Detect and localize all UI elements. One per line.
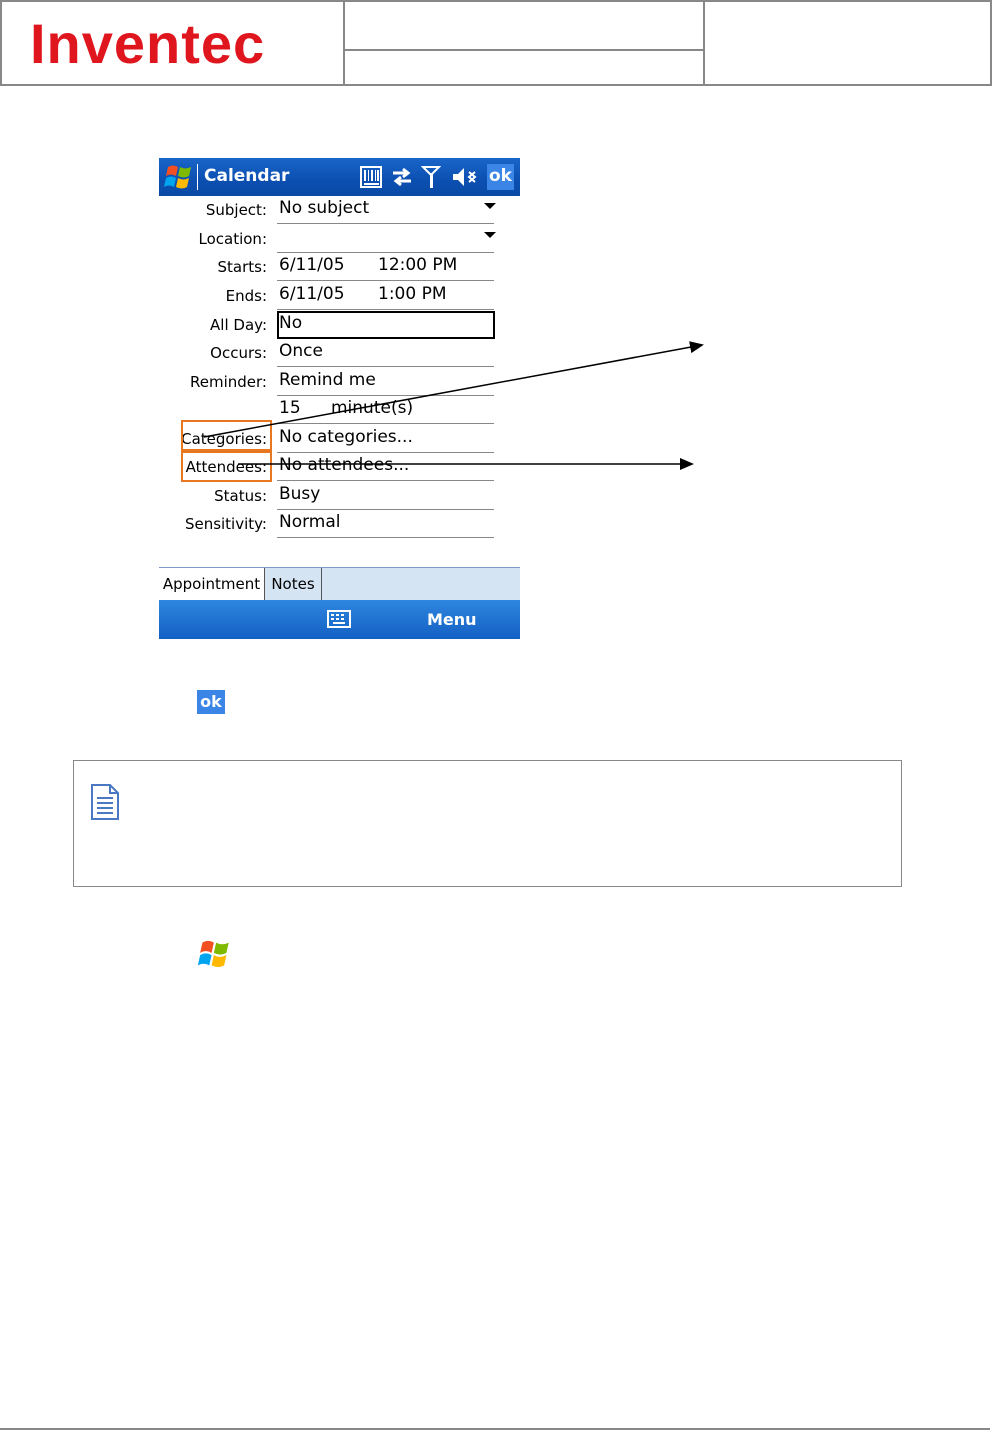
reminder-label: Reminder: <box>190 373 267 391</box>
sensitivity-value[interactable]: Normal <box>279 512 341 532</box>
reminder-unit[interactable]: minute(s) <box>331 398 414 418</box>
starts-label: Starts: <box>217 258 267 276</box>
callout-arrows <box>0 0 993 700</box>
status-label: Status: <box>214 487 267 505</box>
note-box <box>73 760 902 887</box>
ends-label: Ends: <box>225 287 267 305</box>
footer-rule <box>0 1428 990 1430</box>
status-value[interactable]: Busy <box>279 484 321 504</box>
occurs-value[interactable]: Once <box>279 341 323 361</box>
inline-ok-icon: ok <box>197 690 225 714</box>
subject-label: Subject: <box>205 201 267 219</box>
categories-label: Categories: <box>181 430 267 448</box>
location-label: Location: <box>198 230 267 248</box>
tab-notes[interactable]: Notes <box>265 568 322 600</box>
inline-windows-start-icon <box>197 938 233 970</box>
inventec-logo: Inventec <box>30 12 266 75</box>
app-title: Calendar <box>204 166 290 186</box>
sensitivity-label: Sensitivity: <box>184 515 267 533</box>
note-document-icon <box>90 783 120 821</box>
all-day-value[interactable]: No <box>279 313 303 333</box>
attendees-label: Attendees: <box>185 458 267 476</box>
reminder-value[interactable]: Remind me <box>279 370 376 390</box>
occurs-label: Occurs: <box>210 344 267 362</box>
starts-date[interactable]: 6/11/05 <box>279 255 345 275</box>
ok-button[interactable]: ok <box>487 164 514 190</box>
ends-date[interactable]: 6/11/05 <box>279 284 345 304</box>
all-day-label: All Day: <box>210 316 267 334</box>
categories-value[interactable]: No categories... <box>279 427 413 447</box>
menu-button[interactable]: Menu <box>427 610 477 629</box>
starts-time[interactable]: 12:00 PM <box>378 255 458 275</box>
attendees-value[interactable]: No attendees... <box>279 455 410 475</box>
ends-time[interactable]: 1:00 PM <box>378 284 447 304</box>
categories-arrow <box>204 345 702 437</box>
reminder-amount[interactable]: 15 <box>279 398 301 418</box>
tab-appointment[interactable]: Appointment <box>159 568 265 600</box>
subject-value[interactable]: No subject <box>279 198 370 218</box>
